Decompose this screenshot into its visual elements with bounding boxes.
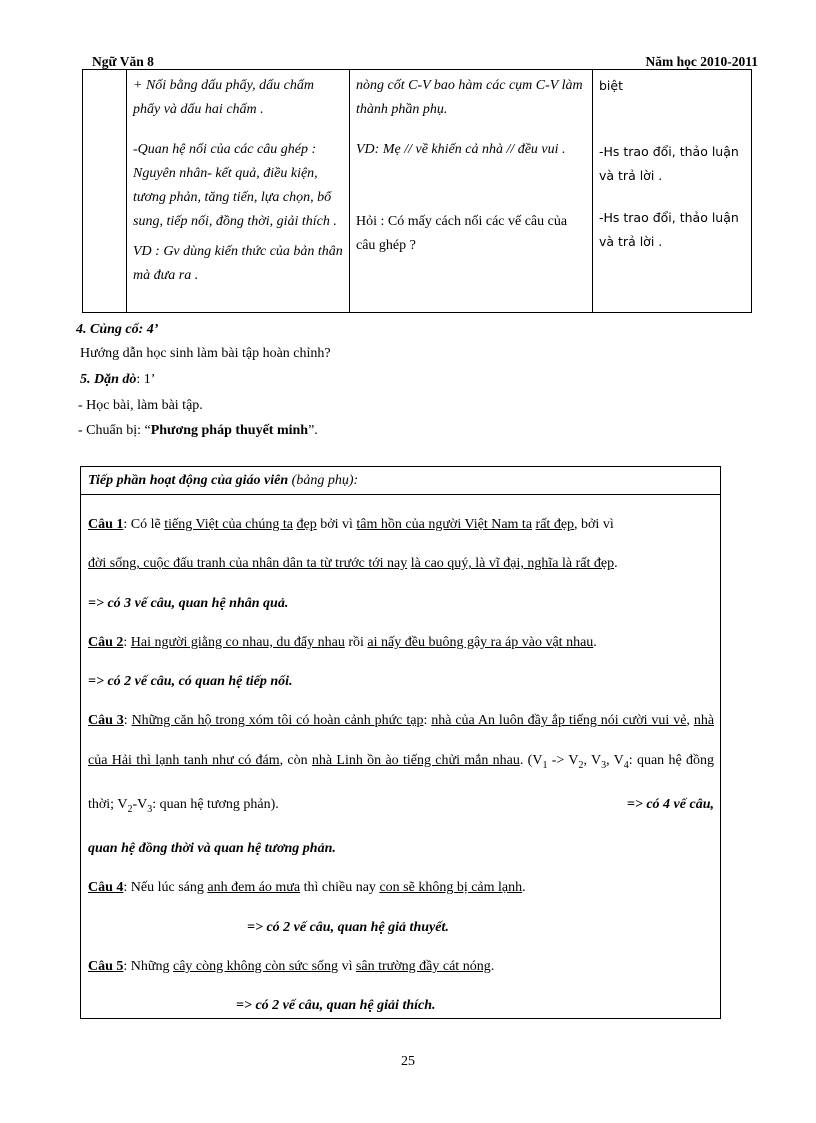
lesson-table — [82, 69, 752, 313]
cell-text: + Nối bằng dấu phẩy, dấu chấm phẩy và dấu hai chấm . — [133, 78, 314, 117]
section-4-text: Hướng dẫn học sinh làm bài tập hoàn chỉnh? — [80, 346, 331, 361]
teacher-activity-box — [80, 466, 721, 1019]
answer-2: => có 2 vế câu, có quan hệ tiếp nối. — [88, 674, 293, 690]
cell-text: -Quan hệ nối của các câu ghép : Nguyên nhân- kết quả, điều kiện, tương phản, tăng tiến, lựa chọn, bổ sung, tiếp nối, đồng thời, giải thích . — [133, 142, 337, 229]
cell-text: -Hs trao đổi, thảo luận và trả lời . — [599, 144, 739, 183]
answer-3-part2: quan hệ đồng thời và quan hệ tương phản. — [88, 840, 336, 856]
cell-text: Hỏi : Có mấy cách nối các vế câu của câu ghép ? — [356, 214, 568, 253]
table-cell-content — [593, 70, 752, 313]
table-cell-content — [127, 70, 350, 313]
subject-label: Ngữ Văn 8 — [92, 54, 154, 69]
box-title: Tiếp phần hoạt động của giáo viên (bảng phụ): — [81, 467, 720, 495]
cell-text: biệt — [599, 78, 623, 93]
cell-text: nòng cốt C-V bao hàm các cụm C-V làm thành phần phụ. — [356, 78, 583, 117]
cell-text: VD : Gv dùng kiến thức của bản thân mà đưa ra . — [133, 244, 343, 283]
section-4-heading: 4. Củng cố: 4’ — [76, 322, 159, 337]
question-3: Câu 3: Những căn hộ trong xóm tôi có hoàn cảnh phức tạp: nhà của An luôn đầy ắp tiếng nói cười vui vẻ, nhà của Hải thì lạnh tanh như có đám, còn nhà Linh ồn ào tiếng chửi mắn nhau. ($V_1 -> V_2$, $V_3$, $V_4$: quan hệ đồng thời; $V_2-V_3$: quan hệ tương phản). => có 4 vế câu, — [88, 701, 714, 828]
page-number: 25 — [401, 1054, 415, 1069]
question-5: Câu 5: Những cây còng không còn sức sống vì sân trường đầy cát nóng. — [88, 958, 495, 974]
table-row — [83, 70, 752, 313]
box-body — [88, 505, 714, 1025]
question-1: Câu 1: Có lẽ tiếng Việt của chúng ta đẹp bởi vì tâm hồn của người Việt Nam ta rất đẹp, bởi vì đời sống, cuộc đấu tranh của nhân dân ta từ trước tới nay là cao quý, là vĩ đại, nghĩa là rất đẹp. — [88, 517, 618, 572]
answer-4: => có 2 vế câu, quan hệ giả thuyết. — [247, 919, 449, 935]
answer-1: => có 3 vế câu, quan hệ nhân quả. — [88, 595, 289, 611]
section-5-line1: - Học bài, làm bài tập. — [78, 398, 203, 413]
answer-5: => có 2 vế câu, quan hệ giải thích. — [236, 998, 436, 1014]
table-cell-content — [350, 70, 593, 313]
section-5-line2: - Chuẩn bị: “Phương pháp thuyết minh”. — [78, 423, 318, 438]
table-cell-empty — [83, 70, 127, 313]
question-2: Câu 2: Hai người giằng co nhau, du đẩy nhau rồi ai nấy đều buông gậy ra áp vào vật nhau. — [88, 634, 597, 650]
cell-text: VD: Mẹ // về khiến cả nhà // đều vui . — [356, 142, 566, 157]
cell-text: -Hs trao đổi, thảo luận và trả lời . — [599, 210, 739, 249]
section-5-heading: 5. Dặn dò: 1’ — [80, 372, 156, 387]
page-header — [82, 54, 758, 70]
question-4: Câu 4: Nếu lúc sáng anh đem áo mưa thì chiều nay con sẽ không bị cảm lạnh. — [88, 880, 526, 896]
answer-3-part1: => có 4 vế câu, — [626, 796, 714, 812]
school-year-label: Năm học 2010-2011 — [645, 54, 758, 69]
